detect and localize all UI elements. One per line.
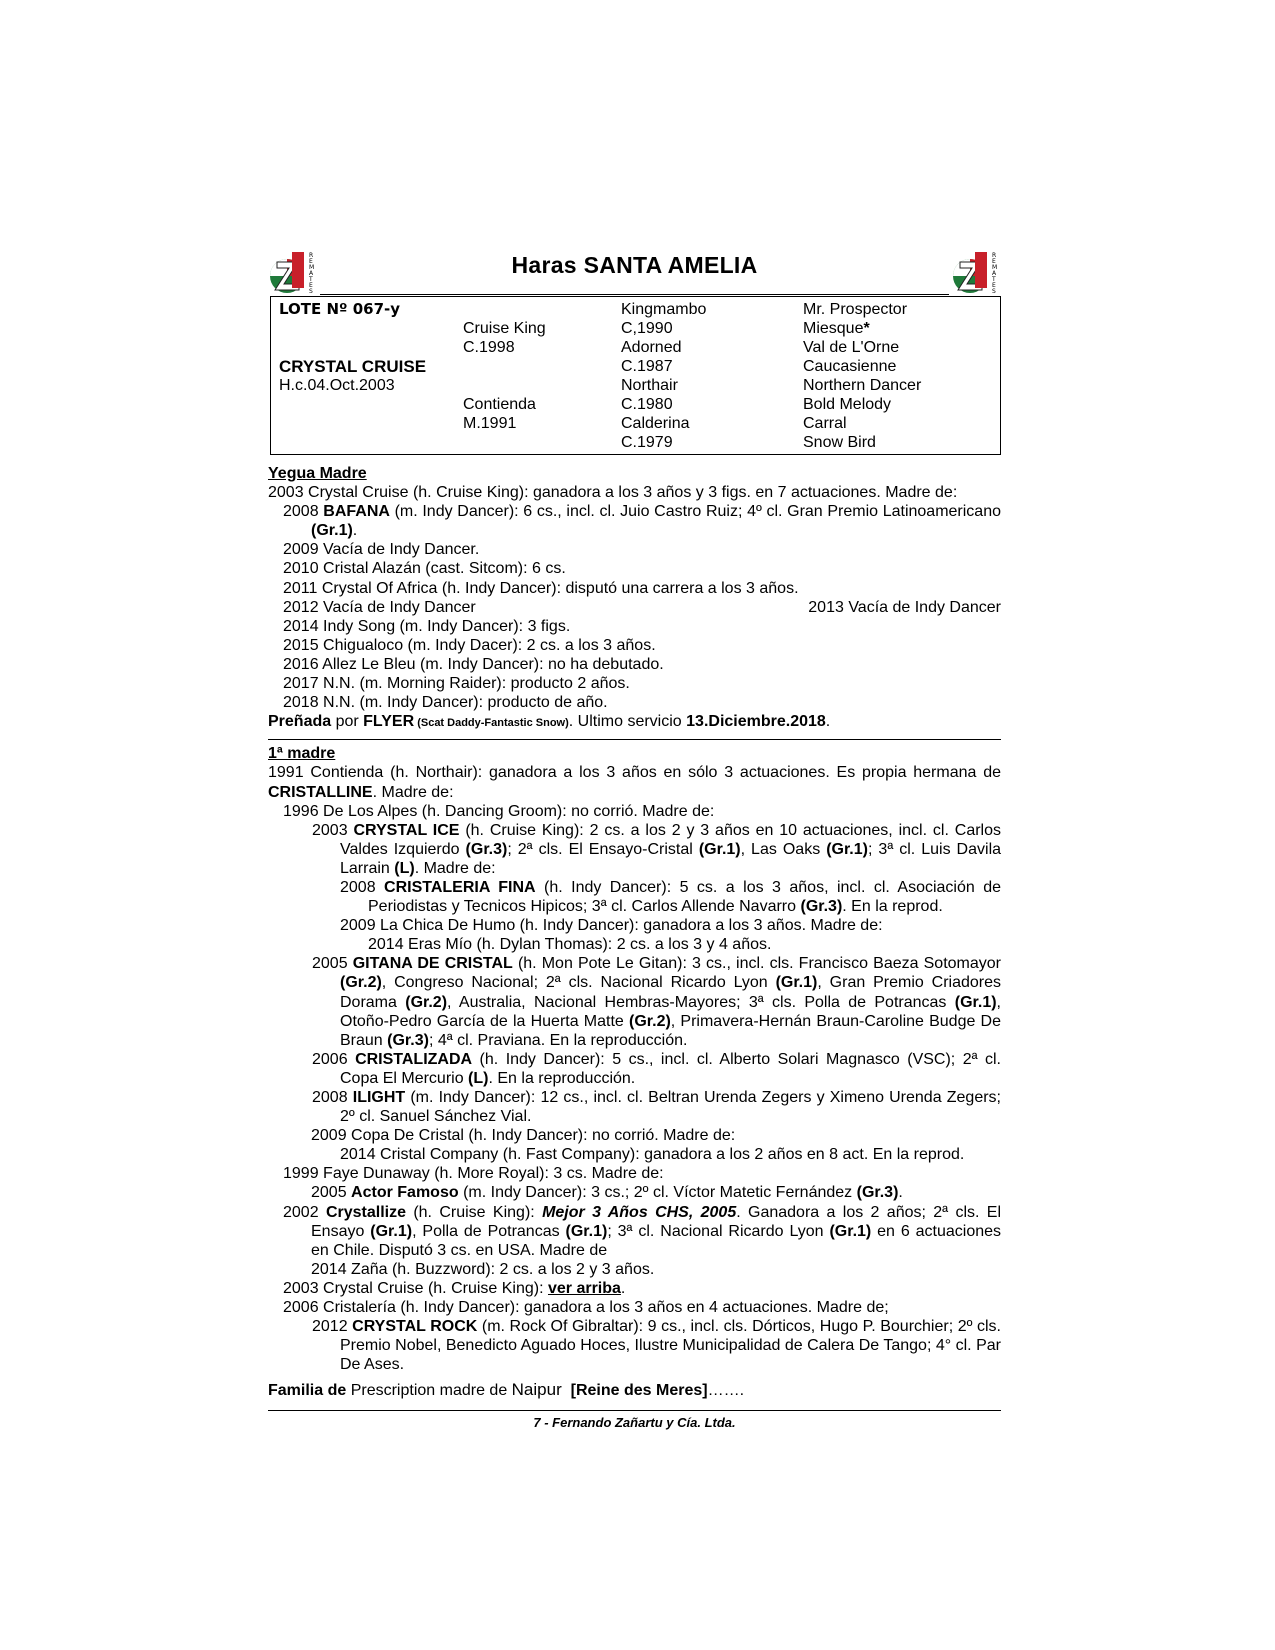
produce-line: 2008 ILIGHT (m. Indy Dancer): 12 cs., incl. cl. Beltran Urenda Zegers y Ximeno Urenda Zegers; 2º cl. Sanuel Sánchez Vial. bbox=[312, 1089, 1001, 1126]
pedigree-col-parents bbox=[463, 300, 546, 433]
produce-line: 2005 GITANA DE CRISTAL (h. Mon Pote Le Gitan): 3 cs., incl. cls. Francisco Baeza Sotomayor (Gr.2), Congreso Nacional; 2ª cls. Nacional Ricardo Lyon (Gr.1), Gran Premio Criadores Dorama (Gr.2), Australia, Nacional Hembras-Mayores; 3ª cls. Polla de Potrancas (Gr.1), Otoño-Pedro García de la Huerta Matte (Gr.2), Primavera-Hernán Braun-Caroline Budge De Braun (Gr.3); 4ª cl. Praviana. En la reproducción. bbox=[312, 955, 1002, 1049]
sire-name: Cruise King bbox=[463, 320, 546, 337]
produce-line: 2012 Vacía de Indy Dancer 2013 Vacía de Indy Dancer bbox=[283, 598, 1001, 616]
produce-line: 2011 Crystal Of Africa (h. Indy Dancer): disputó una carrera a los 3 años. bbox=[283, 579, 799, 597]
section-title-1a-madre: 1ª madre bbox=[268, 745, 336, 763]
family-line: Familia de Prescription madre de Naipur [Reine des Meres]……. bbox=[268, 1380, 745, 1400]
pregnancy-line: Preñada por FLYER (Scat Daddy-Fantastic Snow). Ultimo servicio 13.Diciembre.2018. bbox=[268, 713, 831, 731]
svg-text:M: M bbox=[309, 264, 315, 271]
produce-line: 2008 CRISTALERIA FINA (h. Indy Dancer): 5 cs. a los 3 años, incl. cl. Asociación de Periodistas y Tecnicos Hipicos; 3ª cl. Carlos Allende Navarro (Gr.3). En la reprod. bbox=[340, 878, 1002, 916]
produce-line: 2009 Vacía de Indy Dancer. bbox=[283, 541, 480, 559]
grandparent-entry: Kingmambo bbox=[621, 301, 707, 318]
produce-line: 2003 CRYSTAL ICE (h. Cruise King): 2 cs. a los 2 y 3 años en 10 actuaciones, incl. cl. Carlos Valdes Izquierdo (Gr.3); 2ª cls. El Ensayo-Cristal (Gr.1), Las Oaks (Gr.1); 3ª cl. Luis Davila Larrain (L). Madre de: bbox=[312, 821, 1002, 877]
svg-text:S: S bbox=[992, 288, 996, 295]
produce-line: 2014 Eras Mío (h. Dylan Thomas): 2 cs. a los 3 y 4 años. bbox=[368, 936, 772, 954]
produce-line: 2002 Crystallize (h. Cruise King): Mejor 3 Años CHS, 2005. Ganadora a los 2 años; 2ª cls. El Ensayo (Gr.1), Polla de Potrancas (Gr.1); 3ª cl. Nacional Ricardo Lyon (Gr.1) en 6 actuaciones en Chile. Disputó 3 cs. en USA. Madre de bbox=[283, 1203, 1002, 1259]
svg-text:A: A bbox=[992, 270, 997, 277]
produce-line: 2014 Cristal Company (h. Fast Company): ganadora a los 2 años en 8 act. En la reprod. bbox=[340, 1146, 965, 1164]
produce-line: 2008 BAFANA (m. Indy Dancer): 6 cs., incl. cl. Juio Castro Ruiz; 4º cl. Gran Premio Latinoamericano (Gr.1). bbox=[283, 503, 1001, 540]
svg-text:E: E bbox=[309, 258, 313, 265]
produce-line: 2017 N.N. (m. Morning Raider): producto 2 años. bbox=[283, 675, 630, 693]
grandparent-entry: Northair bbox=[621, 377, 678, 394]
produce-line: 2009 Copa De Cristal (h. Indy Dancer): no corrió. Madre de: bbox=[311, 1127, 736, 1145]
produce-line: 2016 Allez Le Bleu (m. Indy Dancer): no ha debutado. bbox=[283, 655, 664, 673]
produce-line: 2003 Crystal Cruise (h. Cruise King): ganadora a los 3 años y 3 figs. en 7 actuaciones. Madre de: bbox=[268, 484, 958, 502]
great-grandparent-entry: Miesque* bbox=[803, 320, 870, 337]
catalog-text bbox=[268, 464, 1001, 1401]
svg-text:E: E bbox=[992, 258, 996, 265]
see-above-reference: ver arriba bbox=[547, 1279, 621, 1297]
produce-line: 2012 CRYSTAL ROCK (m. Rock Of Gibraltar): 9 cs., incl. cls. Dórticos, Hugo P. Bourchier; 2º cls. Premio Nobel, Benedicto Aguado Hoces, Ilustre Municipalidad de Calera De Tango; 4° cl. Par De Ases. bbox=[312, 1318, 1001, 1374]
horse-name: CRYSTAL CRUISE bbox=[279, 357, 427, 376]
footer-rule bbox=[268, 1410, 1001, 1411]
produce-line: 2014 Zaña (h. Buzzword): 2 cs. a los 2 y 3 años. bbox=[311, 1260, 655, 1278]
grandparent-entry: C.1987 bbox=[621, 358, 673, 375]
great-grandparent-entry: Caucasienne bbox=[803, 358, 897, 375]
produce-line: 1996 De Los Alpes (h. Dancing Groom): no corrió. Madre de: bbox=[283, 802, 715, 820]
svg-text:R: R bbox=[992, 252, 997, 259]
svg-text:A: A bbox=[309, 270, 314, 277]
catalog-page bbox=[268, 244, 1001, 1430]
horse-info: H.c.04.Oct.2003 bbox=[279, 377, 395, 394]
grandparent-entry: Adorned bbox=[621, 339, 682, 356]
grandparent-entry: C.1979 bbox=[621, 434, 673, 451]
produce-line: 1999 Faye Dunaway (h. More Royal): 3 cs. Madre de: bbox=[283, 1165, 664, 1183]
grandparent-entry: C,1990 bbox=[621, 320, 673, 337]
page-footer: 7 - Fernando Zañartu y Cía. Ltda. bbox=[533, 1414, 736, 1430]
produce-line: 2015 Chigualoco (m. Indy Dacer): 2 cs. a los 3 años. bbox=[283, 636, 656, 654]
svg-text:T: T bbox=[309, 276, 313, 283]
pedigree-col-great-grandparents bbox=[803, 300, 921, 452]
great-grandparent-entry: Northern Dancer bbox=[803, 377, 922, 394]
grandparent-entry: Calderina bbox=[621, 415, 690, 432]
zr-remates-logo-icon bbox=[951, 248, 1001, 296]
svg-text:M: M bbox=[992, 264, 998, 271]
grandparent-entry: C.1980 bbox=[621, 396, 673, 413]
great-grandparent-entry: Snow Bird bbox=[803, 434, 876, 451]
produce-line: 2009 La Chica De Humo (h. Indy Dancer): ganadora a los 3 años. Madre de: bbox=[340, 917, 883, 935]
svg-text:R: R bbox=[309, 252, 314, 259]
great-grandparent-entry: Bold Melody bbox=[803, 396, 892, 413]
svg-text:S: S bbox=[309, 288, 313, 295]
section-title-yegua-madre: Yegua Madre bbox=[268, 465, 367, 482]
page-title: Haras SANTA AMELIA bbox=[511, 252, 758, 278]
svg-text:E: E bbox=[309, 282, 313, 289]
produce-line: 2005 Actor Famoso (m. Indy Dancer): 3 cs.; 2º cl. Víctor Matetic Fernández (Gr.3). bbox=[311, 1184, 903, 1202]
page-header bbox=[268, 244, 1001, 296]
pedigree-col-horse bbox=[279, 300, 426, 395]
produce-line: 2006 CRISTALIZADA (h. Indy Dancer): 5 cs., incl. cl. Alberto Solari Magnasco (VSC); 2ª cl. Copa El Mercurio (L). En la reproducción. bbox=[312, 1050, 1001, 1087]
dam-name: Contienda bbox=[463, 396, 536, 413]
header-rule bbox=[320, 294, 949, 295]
lot-number: LOTE Nº 067-y bbox=[279, 300, 401, 318]
pedigree-box bbox=[270, 296, 1001, 455]
pedigree-col-grandparents bbox=[621, 300, 706, 452]
sire-year: C.1998 bbox=[463, 339, 515, 356]
asterisk-mark: * bbox=[863, 320, 870, 337]
produce-line: 2018 N.N. (m. Indy Dancer): producto de año. bbox=[283, 694, 608, 712]
produce-line: 1991 Contienda (h. Northair): ganadora a los 3 años en sólo 3 actuaciones. Es propia hermana de CRISTALLINE. Madre de: bbox=[268, 764, 1001, 801]
produce-line: 2010 Cristal Alazán (cast. Sitcom): 6 cs. bbox=[283, 560, 566, 578]
dam-year: M.1991 bbox=[463, 415, 517, 432]
svg-text:T: T bbox=[992, 276, 996, 283]
great-grandparent-entry: Carral bbox=[803, 415, 847, 432]
great-grandparent-entry: Mr. Prospector bbox=[803, 301, 908, 318]
produce-line: 2014 Indy Song (m. Indy Dancer): 3 figs. bbox=[283, 617, 571, 635]
svg-text:E: E bbox=[992, 282, 996, 289]
great-grandparent-entry: Val de L'Orne bbox=[803, 339, 900, 356]
produce-line: 2003 Crystal Cruise (h. Cruise King): ver arriba. bbox=[283, 1279, 626, 1297]
produce-line: 2006 Cristalería (h. Indy Dancer): ganadora a los 3 años en 4 actuaciones. Madre de; bbox=[283, 1299, 889, 1317]
section-divider bbox=[268, 739, 1001, 740]
